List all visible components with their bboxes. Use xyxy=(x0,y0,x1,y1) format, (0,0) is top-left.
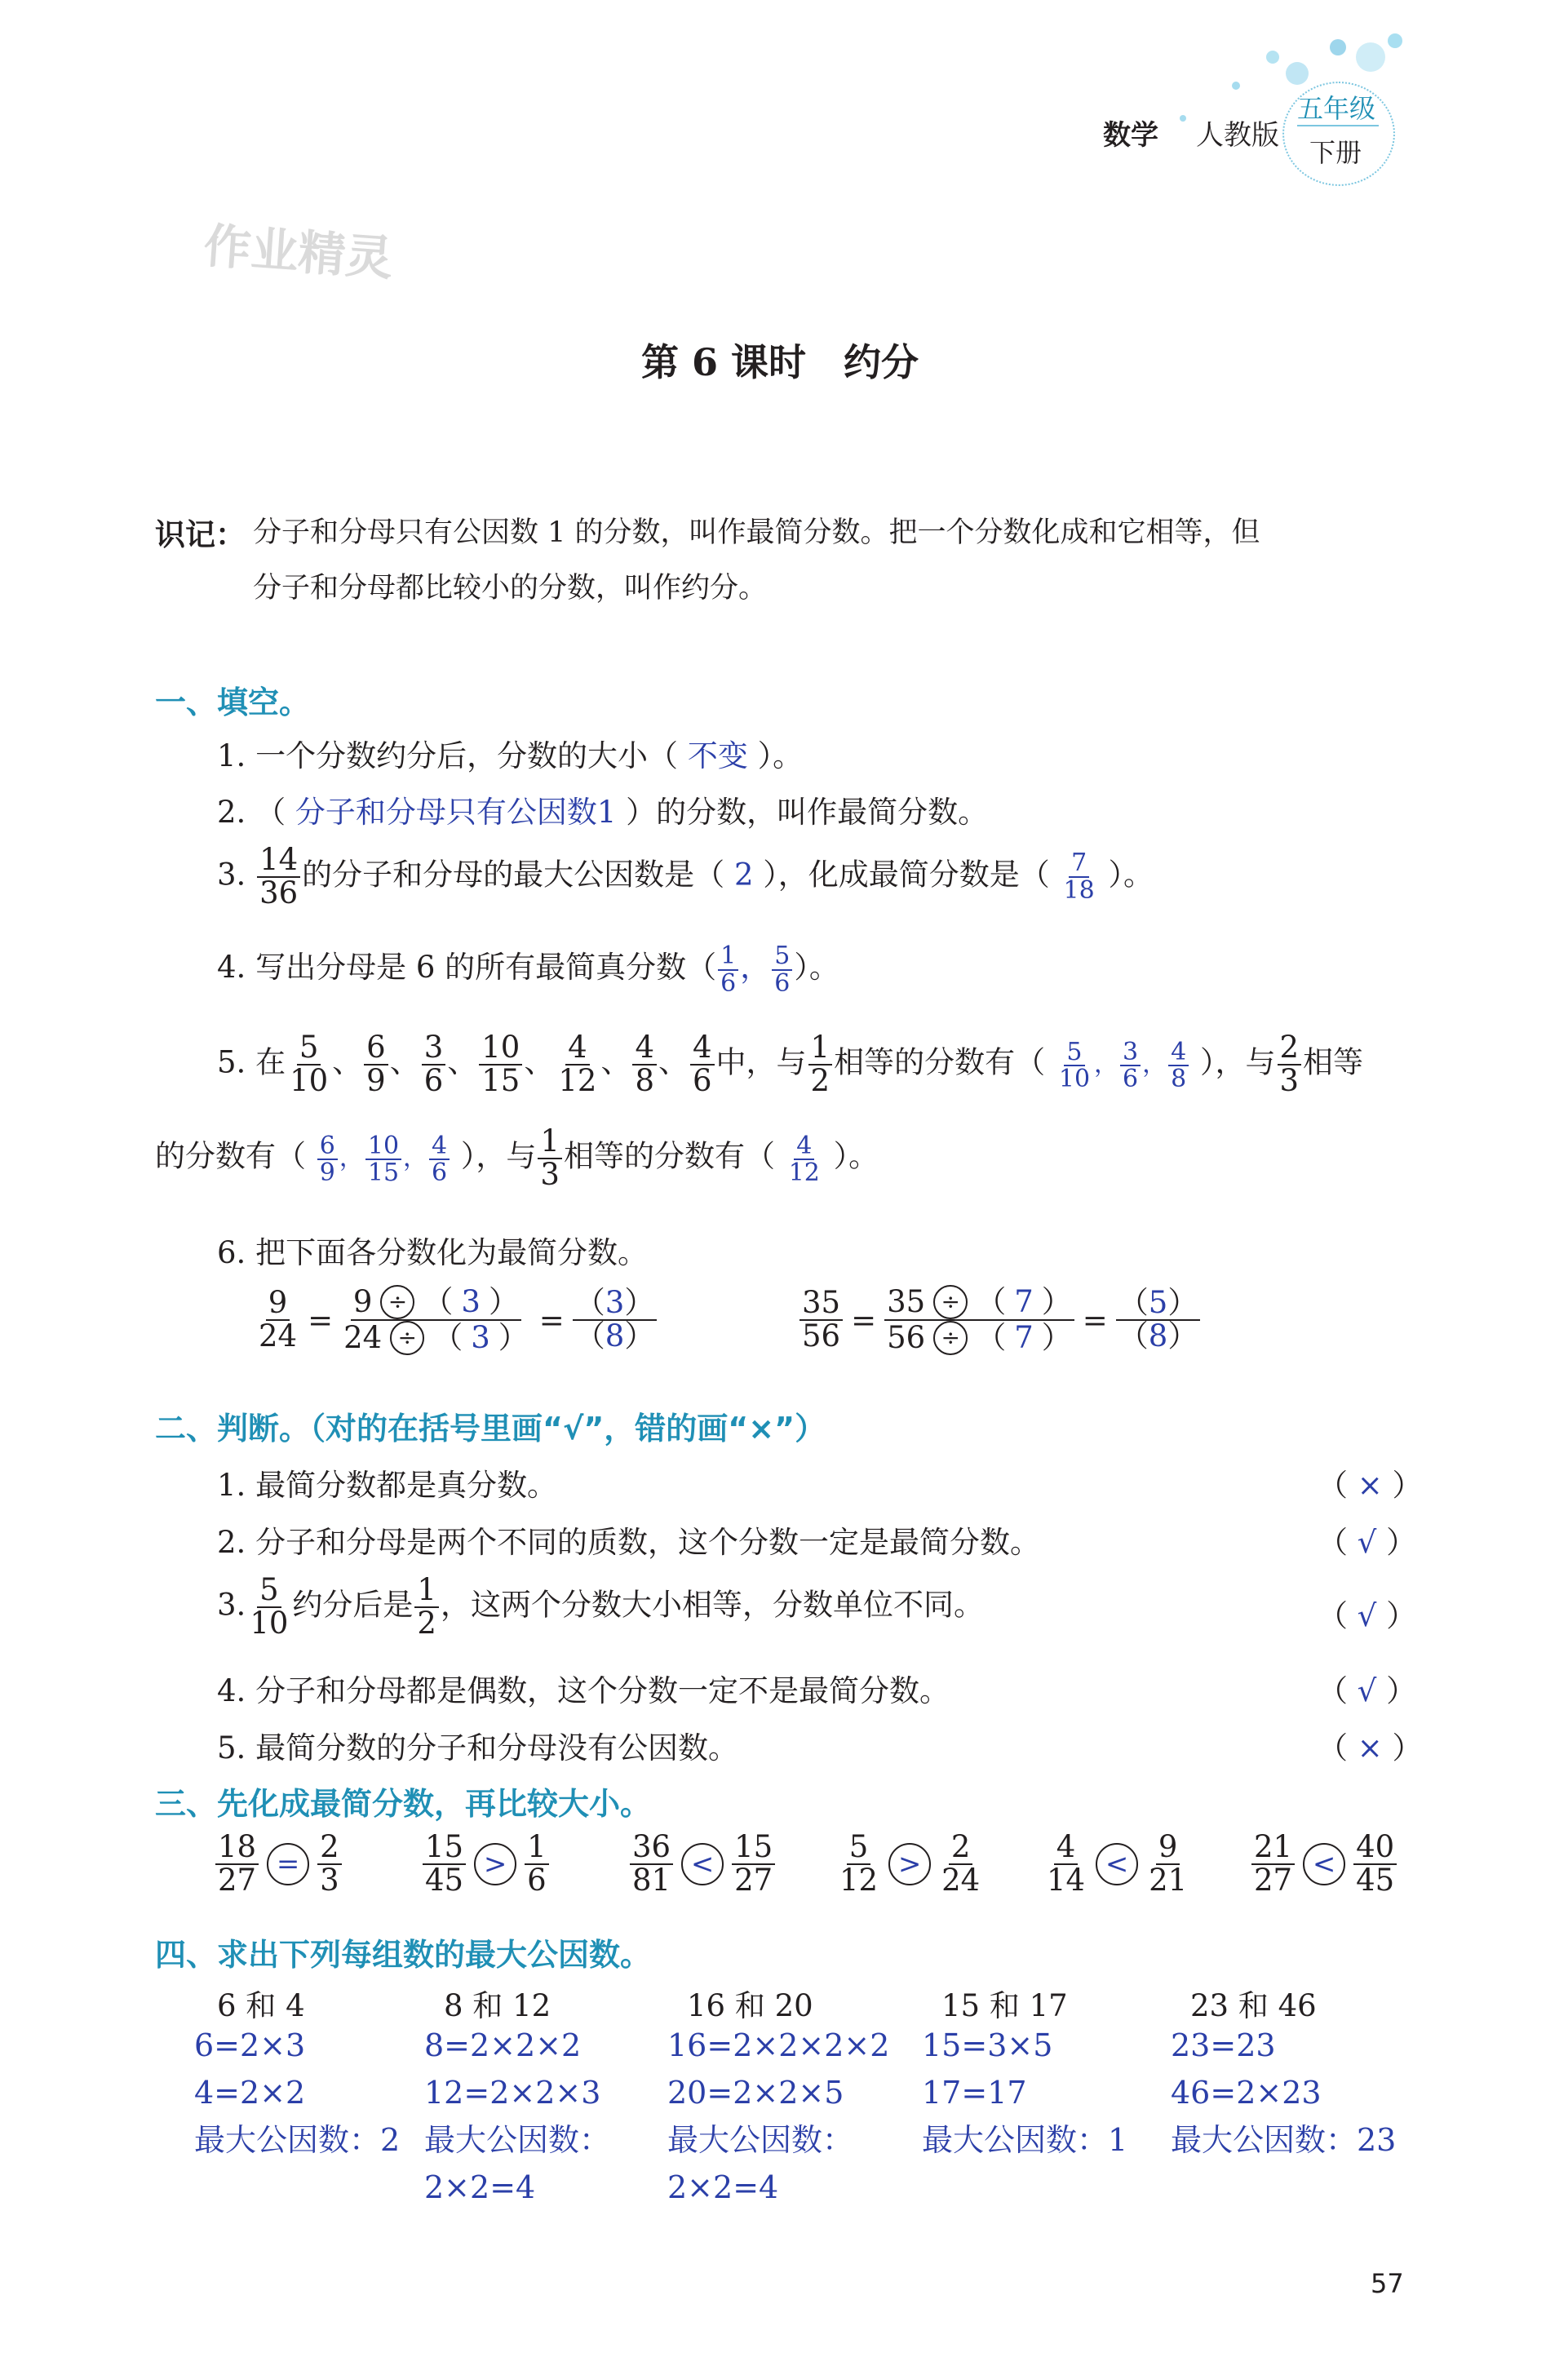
denominator: 36 xyxy=(259,875,299,910)
denominator: 8 xyxy=(1148,1318,1168,1354)
denominator: 8 xyxy=(1171,1065,1187,1094)
q5-zhong: 中，与 xyxy=(715,1044,807,1080)
q3-num: 3. xyxy=(217,857,246,893)
judge-answer-5: （ × ） xyxy=(1318,1730,1423,1766)
denominator: 56 xyxy=(887,1319,926,1355)
denominator: 27 xyxy=(218,1862,257,1898)
q6b-result: $\frac{(5)}{(8)}$ xyxy=(1116,1287,1201,1353)
separator: 、 xyxy=(389,1044,420,1080)
denominator: 24 xyxy=(259,1318,298,1354)
q6a-source xyxy=(256,1287,299,1353)
separator: 、 xyxy=(658,1044,689,1080)
numerator: 4 xyxy=(1168,1039,1189,1067)
judge-item-2: 2. 分子和分母是两个不同的质数，这个分数一定是最简分数。 xyxy=(217,1525,1041,1560)
compare-answer: = xyxy=(267,1843,309,1885)
denominator: 6 xyxy=(693,1062,712,1098)
memo-line1: 分子和分母只有公因数 1 的分数，叫作最简分数。把一个分数化成和它相等，但 xyxy=(253,516,1260,549)
denominator: 6 xyxy=(774,968,791,998)
numerator: 35 xyxy=(887,1283,926,1319)
divisor: 3 xyxy=(461,1283,481,1319)
fraction xyxy=(1044,1829,1087,1898)
denominator: 56 xyxy=(802,1318,841,1354)
compare-answer: > xyxy=(474,1843,516,1885)
fraction xyxy=(1146,1829,1189,1898)
denominator: 6 xyxy=(527,1862,547,1898)
judge-answer-1: （ × ） xyxy=(1318,1468,1423,1503)
gcd-line: 23=23 xyxy=(1171,2027,1276,2063)
numerator: 1 xyxy=(718,943,738,971)
q5-yu2: ），与 xyxy=(460,1138,537,1174)
q5-answer-twothird xyxy=(316,1131,451,1188)
numerator: 5 xyxy=(257,1575,281,1608)
numerator: 2 xyxy=(949,1832,973,1865)
separator: 、 xyxy=(332,1044,363,1080)
compare-row xyxy=(214,1829,1457,1898)
q5-yu: ），与 xyxy=(1200,1044,1276,1080)
numerator: 4 xyxy=(632,1032,657,1066)
numerator: 1 xyxy=(808,1032,833,1066)
numerator: 10 xyxy=(365,1133,401,1161)
page-title: 第 6 课时 约分 xyxy=(641,340,919,384)
numerator: 4 xyxy=(1054,1832,1079,1865)
numerator: 5 xyxy=(772,943,792,971)
q4-sep: ， xyxy=(740,950,771,985)
numerator: 5 xyxy=(1148,1285,1168,1321)
q6a-result: $\frac{(3)}{(8)}$ xyxy=(573,1287,658,1353)
gcd-line: 46=2×23 xyxy=(1171,2075,1322,2111)
fraction xyxy=(287,1032,330,1097)
fraction-1-2 xyxy=(414,1572,439,1641)
gcd-group-heading: 16 和 20 xyxy=(687,1988,813,2023)
header-subject: 数学 xyxy=(1103,119,1158,152)
gcd-line: 2×2=4 xyxy=(667,2169,779,2205)
denominator: 27 xyxy=(1254,1862,1293,1898)
q4-post: ）。 xyxy=(794,950,839,985)
gcd-line: 16=2×2×2×2 xyxy=(667,2027,890,2063)
numerator: 5 xyxy=(297,1032,321,1066)
numerator: 2 xyxy=(1278,1032,1302,1066)
memo-label: 识记： xyxy=(155,517,246,552)
fraction xyxy=(525,1829,549,1898)
q6-b: $\frac{35}{56}$ = 35 ÷ （ 7 ） 56 ÷ （ 7 ） = $\frac{(5)}{(8)}$ xyxy=(798,1285,1202,1355)
divide-op: ÷ xyxy=(933,1321,968,1355)
q3-fraction xyxy=(257,844,300,910)
divisor: 7 xyxy=(1014,1283,1034,1319)
divide-op: ÷ xyxy=(933,1285,968,1319)
divide-op: ÷ xyxy=(390,1321,424,1355)
section3-title: 三、先化成最简分数，再比较大小。 xyxy=(155,1786,652,1822)
fraction xyxy=(786,1133,822,1186)
numerator: 9 xyxy=(1156,1832,1180,1865)
judge-item-1: 1. 最简分数都是真分数。 xyxy=(217,1468,558,1503)
gcd-line: 6=2×3 xyxy=(194,2027,306,2063)
q6a-work: 9 ÷ （ 3 ） 24 ÷ （ 3 ） xyxy=(343,1283,529,1355)
q4-answer-1 xyxy=(718,943,738,996)
q1-post: ）。 xyxy=(757,738,804,773)
gcd-work xyxy=(922,2022,1127,2164)
denominator: 24 xyxy=(343,1319,383,1355)
twothird-fraction xyxy=(1278,1032,1302,1097)
q4-answer-2 xyxy=(772,943,792,996)
numerator: 7 xyxy=(1069,850,1089,878)
compare-pair xyxy=(421,1829,628,1898)
gcd-line: 最大公因数：2 xyxy=(194,2122,401,2158)
q5-post: ）。 xyxy=(833,1138,879,1174)
fraction xyxy=(632,1032,657,1097)
gcd-line: 8=2×2×2 xyxy=(424,2027,582,2063)
watermark: 作业精灵 xyxy=(202,217,395,286)
numerator: 15 xyxy=(732,1832,775,1865)
numerator: 14 xyxy=(257,844,300,878)
gcd-line: 最大公因数： xyxy=(424,2122,611,2158)
denominator: 2 xyxy=(810,1062,831,1098)
item-text: 约分后是 xyxy=(292,1587,414,1623)
denominator: 10 xyxy=(250,1605,289,1641)
denominator: 12 xyxy=(788,1159,820,1188)
denominator: 27 xyxy=(734,1862,773,1898)
fraction xyxy=(1056,1039,1092,1092)
numerator: 10 xyxy=(479,1032,522,1066)
divide-op: ÷ xyxy=(380,1285,414,1319)
q5-answer-third xyxy=(785,1131,824,1188)
compare-pair xyxy=(1043,1829,1250,1898)
q1-answer: 不变 xyxy=(687,738,748,773)
fraction-5-10 xyxy=(247,1572,290,1641)
denominator: 9 xyxy=(319,1159,335,1188)
denominator: 12 xyxy=(839,1862,879,1898)
numerator: 40 xyxy=(1353,1832,1397,1865)
numerator: 5 xyxy=(1064,1039,1084,1067)
fraction xyxy=(732,1829,775,1898)
numerator: 3 xyxy=(422,1032,446,1066)
q4-text: 4. 写出分母是 6 的所有最简真分数（ xyxy=(217,950,717,985)
fraction xyxy=(317,1829,342,1898)
header-volume: 下册 xyxy=(1309,137,1362,168)
denominator: 6 xyxy=(720,968,737,998)
compare-answer: < xyxy=(681,1843,724,1885)
gcd-group-heading: 23 和 46 xyxy=(1190,1988,1317,2023)
fraction xyxy=(365,1133,401,1186)
gcd-line: 4=2×2 xyxy=(194,2075,306,2111)
q5-eq: 相等的分数有（ xyxy=(834,1044,1046,1080)
denominator: 15 xyxy=(367,1159,400,1188)
gcd-group-heading: 15 和 17 xyxy=(941,1988,1068,2023)
separator: ， xyxy=(1142,1050,1167,1079)
q2-answer: 分子和分母只有公因数1 xyxy=(295,795,617,830)
section1-title: 一、填空。 xyxy=(155,685,311,720)
compare-pair xyxy=(214,1829,421,1898)
numerator: 4 xyxy=(794,1133,814,1161)
section4-title: 四、求出下列每组数的最大公因数。 xyxy=(155,1937,652,1973)
denominator: 24 xyxy=(941,1862,981,1898)
half-fraction xyxy=(808,1032,833,1097)
section2-title: 二、判断。（对的在括号里画“√”，错的画“×”） xyxy=(155,1411,826,1447)
compare-answer: < xyxy=(1096,1843,1138,1885)
page-number: 57 xyxy=(1371,2268,1404,2299)
denominator: 12 xyxy=(558,1062,597,1098)
numerator: 6 xyxy=(364,1032,388,1066)
denominator: 3 xyxy=(540,1156,560,1192)
gcd-work xyxy=(1171,2022,1396,2164)
fraction xyxy=(939,1829,982,1898)
separator: 、 xyxy=(600,1044,631,1080)
gcd-work xyxy=(667,2022,889,2211)
divisor: 7 xyxy=(1014,1319,1034,1355)
denominator: 81 xyxy=(632,1862,671,1898)
q2 xyxy=(217,787,988,831)
separator: ， xyxy=(1094,1050,1119,1079)
q3-answer-fraction xyxy=(1061,850,1097,903)
q3-text: 的分子和分母的最大公因数是（ xyxy=(302,857,725,893)
compare-pair xyxy=(628,1829,835,1898)
fraction xyxy=(690,1032,715,1097)
numerator: 2 xyxy=(317,1832,342,1865)
third-fraction xyxy=(538,1123,562,1192)
gcd-line: 最大公因数：23 xyxy=(1171,2122,1397,2158)
denominator: 2 xyxy=(417,1605,436,1641)
fraction xyxy=(429,1133,450,1186)
header-edition: 人教版 xyxy=(1196,119,1279,152)
gcd-line: 2×2=4 xyxy=(424,2169,536,2205)
q5-eq2: 相等 xyxy=(1303,1044,1364,1080)
numerator: 6 xyxy=(317,1133,338,1161)
judge-answer-3: （ √ ） xyxy=(1318,1598,1417,1633)
item-text: ，这两个分数大小相等，分数单位不同。 xyxy=(440,1587,984,1623)
fraction xyxy=(422,1032,446,1097)
gcd-line: 最大公因数： xyxy=(667,2122,854,2158)
denominator: 8 xyxy=(635,1062,654,1098)
gcd-group-heading: 6 和 4 xyxy=(217,1988,305,2023)
divisor: 3 xyxy=(471,1319,490,1355)
fraction xyxy=(423,1829,466,1898)
fraction xyxy=(556,1032,599,1097)
q2-post: ）的分数，叫作最简分数。 xyxy=(626,795,989,830)
numerator: 15 xyxy=(423,1832,466,1865)
denominator: 45 xyxy=(1356,1862,1395,1898)
separator: ， xyxy=(403,1144,428,1173)
fraction xyxy=(630,1829,673,1898)
answer-mark: √ xyxy=(1357,1525,1377,1560)
q6-label: 6. 把下面各分数化为最简分数。 xyxy=(217,1235,649,1270)
header-divider xyxy=(1297,125,1379,126)
denominator: 3 xyxy=(1279,1062,1300,1098)
q6b-source xyxy=(800,1287,843,1353)
q5-fraction-list xyxy=(286,1030,715,1098)
denominator: 8 xyxy=(605,1318,625,1354)
numerator: 9 xyxy=(352,1283,373,1319)
numerator: 36 xyxy=(630,1832,673,1865)
q5-line2 xyxy=(155,1123,879,1192)
q4 xyxy=(217,942,839,996)
fraction xyxy=(1168,1039,1189,1092)
gcd-line: 12=2×2×3 xyxy=(424,2075,601,2111)
q3-answer-gcd: 2 xyxy=(733,857,754,893)
separator: 、 xyxy=(447,1044,478,1080)
fraction xyxy=(215,1829,259,1898)
gcd-line: 最大公因数：1 xyxy=(922,2122,1128,2158)
numerator: 5 xyxy=(847,1832,871,1865)
header-grade: 五年级 xyxy=(1297,93,1376,124)
fraction xyxy=(1353,1829,1397,1898)
q3-text2: ），化成最简分数是（ xyxy=(763,857,1050,893)
numerator: 18 xyxy=(215,1832,259,1865)
answer-mark: × xyxy=(1357,1730,1383,1766)
denominator: 45 xyxy=(425,1862,464,1898)
answer-mark: × xyxy=(1357,1468,1383,1503)
denominator: 21 xyxy=(1149,1862,1188,1898)
fraction xyxy=(317,1133,338,1186)
gcd-group-heading: 8 和 12 xyxy=(444,1988,551,2023)
item-number: 3. xyxy=(217,1587,246,1623)
fraction xyxy=(837,1829,880,1898)
denominator: 15 xyxy=(481,1062,520,1098)
denominator: 3 xyxy=(320,1862,339,1898)
numerator: 3 xyxy=(1120,1039,1141,1067)
q5-pre: 5. 在 xyxy=(217,1044,286,1080)
numerator: 21 xyxy=(1251,1832,1295,1865)
numerator: 4 xyxy=(565,1032,590,1066)
fraction xyxy=(1251,1829,1295,1898)
q1 xyxy=(217,731,803,775)
q1-text: 1. 一个分数约分后，分数的大小（ xyxy=(217,738,679,773)
q6-a: $\frac{9}{24}$ = 9 ÷ （ 3 ） 24 ÷ （ 3 ） = $\frac{(3)}{(8)}$ xyxy=(255,1285,658,1355)
numerator: 9 xyxy=(266,1287,290,1321)
numerator: 1 xyxy=(538,1126,562,1159)
compare-pair xyxy=(835,1829,1043,1898)
q5-eq3: 相等的分数有（ xyxy=(563,1138,775,1174)
answer-mark: √ xyxy=(1357,1673,1377,1708)
gcd-line: 17=17 xyxy=(922,2075,1027,2111)
separator: ， xyxy=(339,1144,364,1173)
judge-item-4: 4. 分子和分母都是偶数，这个分数一定不是最简分数。 xyxy=(217,1673,950,1708)
q6b-work: 35 ÷ （ 7 ） 56 ÷ （ 7 ） xyxy=(884,1285,1074,1355)
compare-answer: > xyxy=(888,1843,931,1885)
judge-item-3 xyxy=(217,1572,984,1641)
judge-answer-2: （ √ ） xyxy=(1318,1525,1417,1560)
denominator: 6 xyxy=(1123,1065,1139,1094)
compare-pair xyxy=(1250,1829,1457,1898)
q3 xyxy=(217,844,1154,910)
judge-item-5: 5. 最简分数的分子和分母没有公因数。 xyxy=(217,1730,739,1766)
denominator: 18 xyxy=(1063,875,1095,905)
q5-answer-half xyxy=(1055,1037,1190,1094)
separator: 、 xyxy=(524,1044,555,1080)
numerator: 3 xyxy=(605,1285,625,1321)
q3-post: ）。 xyxy=(1108,857,1154,893)
denominator: 10 xyxy=(1058,1065,1091,1094)
fraction xyxy=(1120,1039,1141,1092)
numerator: 4 xyxy=(690,1032,715,1066)
q5-line1 xyxy=(217,1032,1363,1097)
q2-text: 2. （ xyxy=(217,795,286,830)
denominator: 6 xyxy=(423,1062,444,1098)
fraction xyxy=(364,1032,388,1097)
numerator: 1 xyxy=(414,1575,439,1608)
denominator: 9 xyxy=(366,1062,386,1098)
judge-answer-4: （ √ ） xyxy=(1318,1673,1417,1708)
memo-line2: 分子和分母都比较小的分数，叫作约分。 xyxy=(253,572,768,605)
fraction xyxy=(479,1032,522,1097)
denominator: 6 xyxy=(432,1159,448,1188)
compare-answer: < xyxy=(1303,1843,1345,1885)
gcd-line: 15=3×5 xyxy=(922,2027,1053,2063)
numerator: 4 xyxy=(429,1133,450,1161)
numerator: 35 xyxy=(800,1287,843,1321)
q5-line2-pre: 的分数有（ xyxy=(155,1138,306,1174)
gcd-work xyxy=(424,2022,610,2211)
numerator: 1 xyxy=(525,1832,549,1865)
denominator: 14 xyxy=(1047,1862,1086,1898)
answer-mark: √ xyxy=(1357,1598,1377,1633)
gcd-work xyxy=(194,2022,400,2164)
gcd-line: 20=2×2×5 xyxy=(667,2075,844,2111)
denominator: 10 xyxy=(290,1062,329,1098)
